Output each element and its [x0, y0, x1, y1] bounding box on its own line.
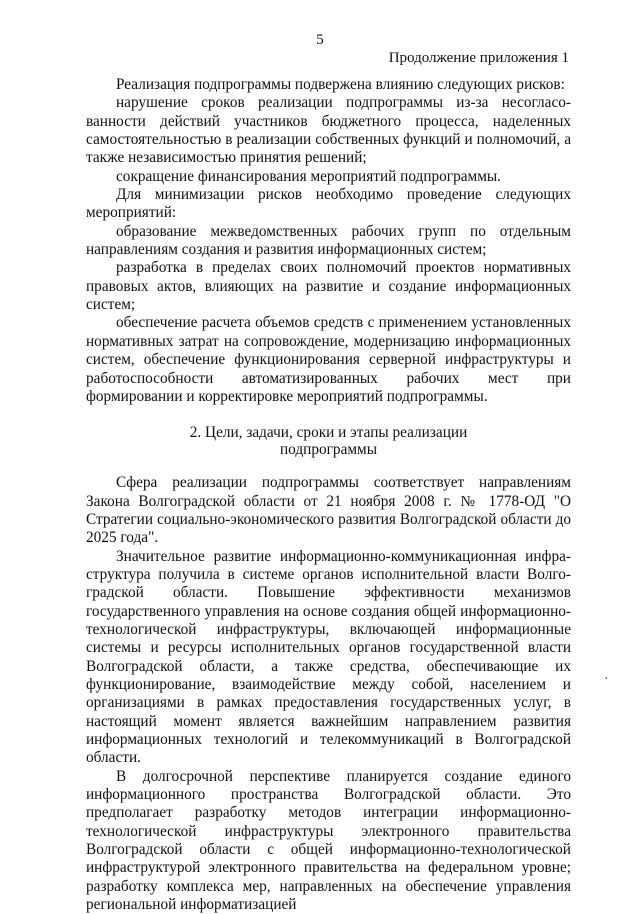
mitigation-item-paragraph: разработка в пределах своих полномочий проектов нормативных правовых актов, влияющих на развитие и создание информационных систем; — [86, 259, 571, 314]
section-2-paragraph: В долгосрочной перспективе планируется создание единого информационного пространства Волгоградской области. Это предполагает разработку методов интеграции информационно-технологической инфраструктуры электронного правительства Волгоградской области с общей информационно-технологической инфраструктурой электронного правительства на федеральном уровне; разработку комплекса мер, направленных на обеспечение управления региональной информатизацией — [86, 767, 571, 914]
section-2-heading — [86, 424, 571, 458]
risks-intro-paragraph: Реализация подпрограммы подвержена влиянию следующих рисков: — [116, 76, 565, 93]
mitigation-item-paragraph: образование межведомственных рабочих групп по отдельным направлениям создания и развития информационных систем; — [86, 222, 571, 259]
section-2-paragraph: Сфера реализации подпрограммы соответствует направлениям Закона Волгоградской области от 21 ноября 2008 г. № 1778-ОД "О Стратегии социально-экономического развития Волгоградской области до 2025 года". — [86, 474, 571, 547]
document-body — [86, 76, 571, 914]
section-2-heading-line-1: 2. Цели, задачи, сроки и этапы реализации — [189, 424, 468, 442]
margin-mark: · — [604, 672, 609, 687]
page-number: 5 — [316, 32, 324, 48]
risk-item-paragraph: нарушение сроков реализации подпрограммы из-за несогласованности действий участников бюджетного процесса, наделенных самостоятельностью в реализации собственных функций и полномочий, а также независимостью принятия решений; — [86, 94, 571, 167]
mitigation-intro-paragraph: Для минимизации рисков необходимо проведение следующих мероприятий: — [86, 186, 571, 222]
risk-item-paragraph: сокращение финансирования мероприятий подпрограммы. — [116, 167, 501, 185]
appendix-continuation-note: Продолжение приложения 1 — [388, 50, 569, 66]
section-2-paragraph: Значительное развитие информационно-коммуникационная инфраструктура получила в системе органов исполнительной власти Волгоградской области. Повышение эффективности механизмов государственного управления на основе создания общей информационно-технологической инфраструктуры, включающей информационные системы и ресурсы исполнительных органов государственной власти Волгоградской области, а также средства, обеспечивающие их функционирование, взаимодействие между собой, населением и организациями в рамках предоставления государственных услуг, в настоящий момент является важнейшим направлением развития информационных технологий и телекоммуникаций в Волгоградской области. — [86, 547, 571, 767]
mitigation-item-paragraph: обеспечение расчета объемов средств с применением установленных нормативных затрат на сопровождение, модернизацию информационных систем, обеспечение функционирования серверной инфраструктуры и работоспособности автоматизированных рабочих мест при формировании и корректировке мероприятий подпрограммы. — [86, 314, 571, 405]
section-2-heading-line-2: подпрограммы — [279, 441, 377, 459]
